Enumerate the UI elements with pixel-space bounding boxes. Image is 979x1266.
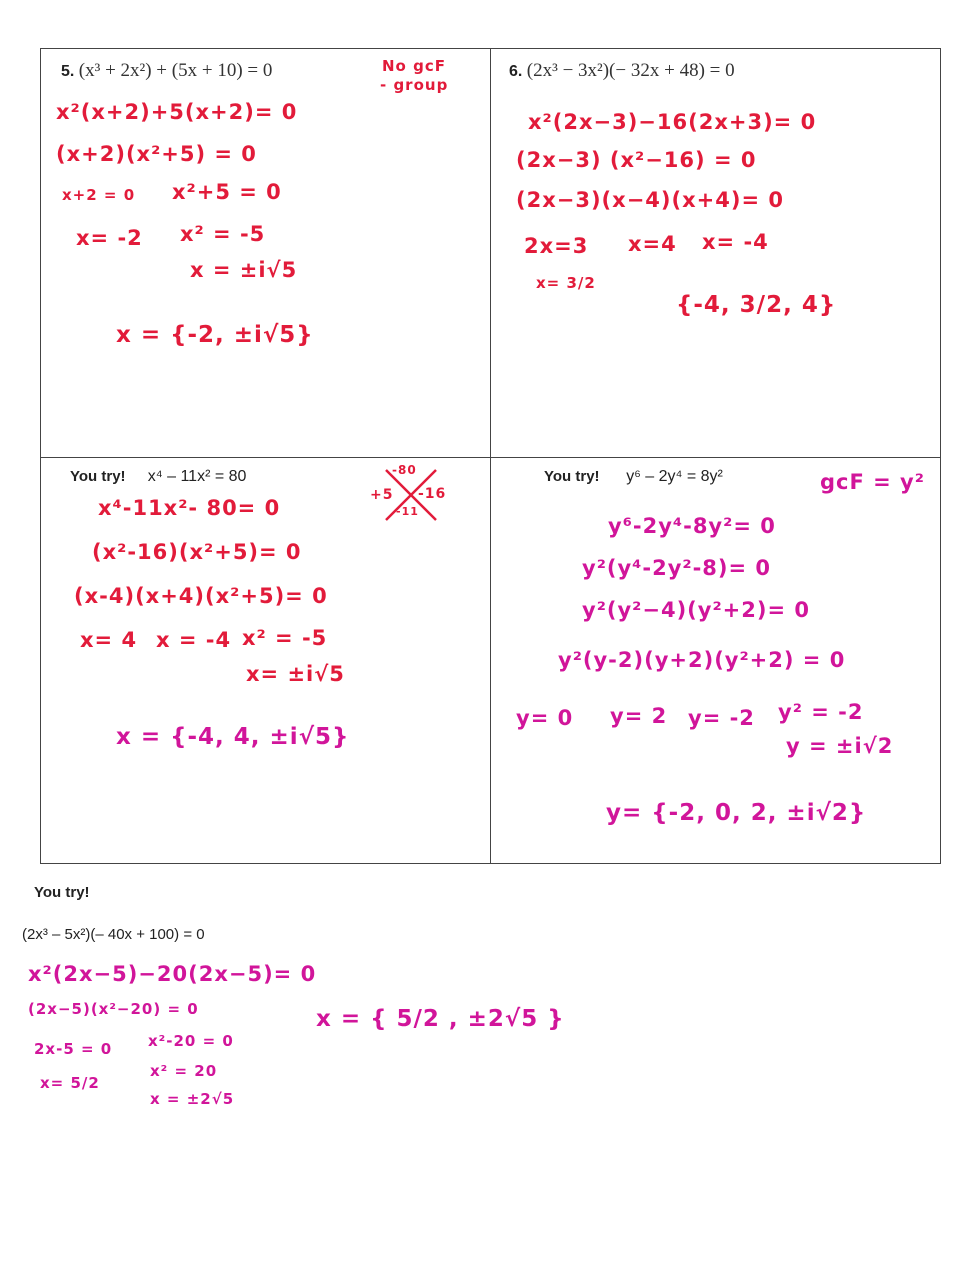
problem-5-note-2: - group bbox=[380, 76, 449, 94]
try-1-step-3: (x-4)(x+4)(x²+5)= 0 bbox=[74, 584, 328, 608]
try-2-step-4: y²(y-2)(y+2)(y²+2) = 0 bbox=[558, 648, 846, 672]
problem-6-header bbox=[509, 60, 735, 82]
try-2-step-9: y = ±i√2 bbox=[786, 734, 894, 758]
problem-5-header bbox=[61, 60, 272, 82]
problem-6-equation: (2x³ − 3x²)(− 32x + 48) = 0 bbox=[526, 60, 735, 81]
x-diagram-left: +5 bbox=[370, 487, 394, 503]
grid-vertical-divider bbox=[490, 49, 491, 863]
try-2-answer: y= {-2, 0, 2, ±i√2} bbox=[606, 800, 867, 826]
try-2-step-5: y= 0 bbox=[516, 706, 574, 730]
try-2-step-1: y⁶-2y⁴-8y²= 0 bbox=[608, 514, 776, 538]
try-3-label: You try! bbox=[34, 884, 90, 901]
problem-6-step-2: (2x−3) (x²−16) = 0 bbox=[516, 148, 757, 172]
problem-5-step-5: x= -2 bbox=[76, 226, 143, 250]
problem-6-step-4: 2x=3 bbox=[524, 234, 589, 258]
try-3-step-1: x²(2x−5)−20(2x−5)= 0 bbox=[28, 962, 317, 986]
problem-6-step-5: x=4 bbox=[628, 232, 677, 256]
try-2-equation: y⁶ – 2y⁴ = 8y² bbox=[626, 468, 723, 485]
try-1-step-7: x= ±i√5 bbox=[246, 662, 345, 686]
problem-5-step-3: x+2 = 0 bbox=[62, 186, 136, 204]
problem-6-step-6: x= -4 bbox=[702, 230, 769, 254]
problem-5-step-7: x = ±i√5 bbox=[190, 258, 298, 282]
problem-5-note-1: No gcF bbox=[382, 57, 446, 75]
try-1-label: You try! bbox=[70, 468, 126, 485]
try-2-step-2: y²(y⁴-2y²-8)= 0 bbox=[582, 556, 772, 580]
problem-6-answer: {-4, 3/2, 4} bbox=[676, 292, 837, 318]
x-diagram-top: -80 bbox=[392, 463, 417, 477]
try-1-step-2: (x²-16)(x²+5)= 0 bbox=[92, 540, 302, 564]
try-3-step-5: x= 5/2 bbox=[40, 1074, 100, 1092]
try-3-equation: (2x³ – 5x²)(– 40x + 100) = 0 bbox=[22, 926, 205, 943]
x-diagram-bottom: -11 bbox=[396, 505, 419, 518]
try-1-equation: x⁴ – 11x² = 80 bbox=[147, 468, 247, 485]
try-1-header bbox=[70, 468, 246, 486]
try-1-step-6: x² = -5 bbox=[242, 626, 328, 650]
grid-horizontal-divider bbox=[41, 457, 940, 458]
problem-5-number: 5. bbox=[61, 63, 75, 80]
problem-6-step-1: x²(2x−3)−16(2x+3)= 0 bbox=[528, 110, 817, 134]
problem-5-step-1: x²(x+2)+5(x+2)= 0 bbox=[56, 100, 298, 124]
try-2-step-6: y= 2 bbox=[610, 704, 668, 728]
try-2-gcf-note: gcF = y² bbox=[820, 470, 925, 494]
problem-5-step-6: x² = -5 bbox=[180, 222, 266, 246]
try-2-step-8: y² = -2 bbox=[778, 700, 864, 724]
problem-5-step-4: x²+5 = 0 bbox=[172, 180, 282, 204]
try-2-step-7: y= -2 bbox=[688, 706, 755, 730]
try-2-step-3: y²(y²−4)(y²+2)= 0 bbox=[582, 598, 810, 622]
problem-6-step-3: (2x−3)(x−4)(x+4)= 0 bbox=[516, 188, 784, 212]
problem-5-equation: (x³ + 2x²) + (5x + 10) = 0 bbox=[78, 60, 273, 81]
try-2-label: You try! bbox=[544, 468, 600, 485]
try-3-step-4: x²-20 = 0 bbox=[148, 1032, 234, 1050]
try-3-step-2: (2x−5)(x²−20) = 0 bbox=[28, 1000, 199, 1018]
problem-5-step-2: (x+2)(x²+5) = 0 bbox=[56, 142, 257, 166]
try-1-step-5: x = -4 bbox=[156, 628, 232, 652]
problem-6-number: 6. bbox=[509, 63, 523, 80]
try-1-step-1: x⁴-11x²- 80= 0 bbox=[98, 496, 281, 520]
problem-6-step-7: x= 3/2 bbox=[536, 274, 596, 292]
try-3-answer: x = { 5/2 , ±2√5 } bbox=[316, 1006, 565, 1032]
try-2-header bbox=[544, 468, 723, 486]
try-3-step-7: x = ±2√5 bbox=[150, 1090, 235, 1108]
try-3-step-3: 2x-5 = 0 bbox=[34, 1040, 113, 1058]
try-1-step-4: x= 4 bbox=[80, 628, 138, 652]
try-3-step-6: x² = 20 bbox=[150, 1062, 218, 1080]
x-diagram-right: -16 bbox=[418, 486, 447, 502]
problem-5-answer: x = {-2, ±i√5} bbox=[116, 322, 314, 348]
try-1-answer: x = {-4, 4, ±i√5} bbox=[116, 724, 350, 750]
